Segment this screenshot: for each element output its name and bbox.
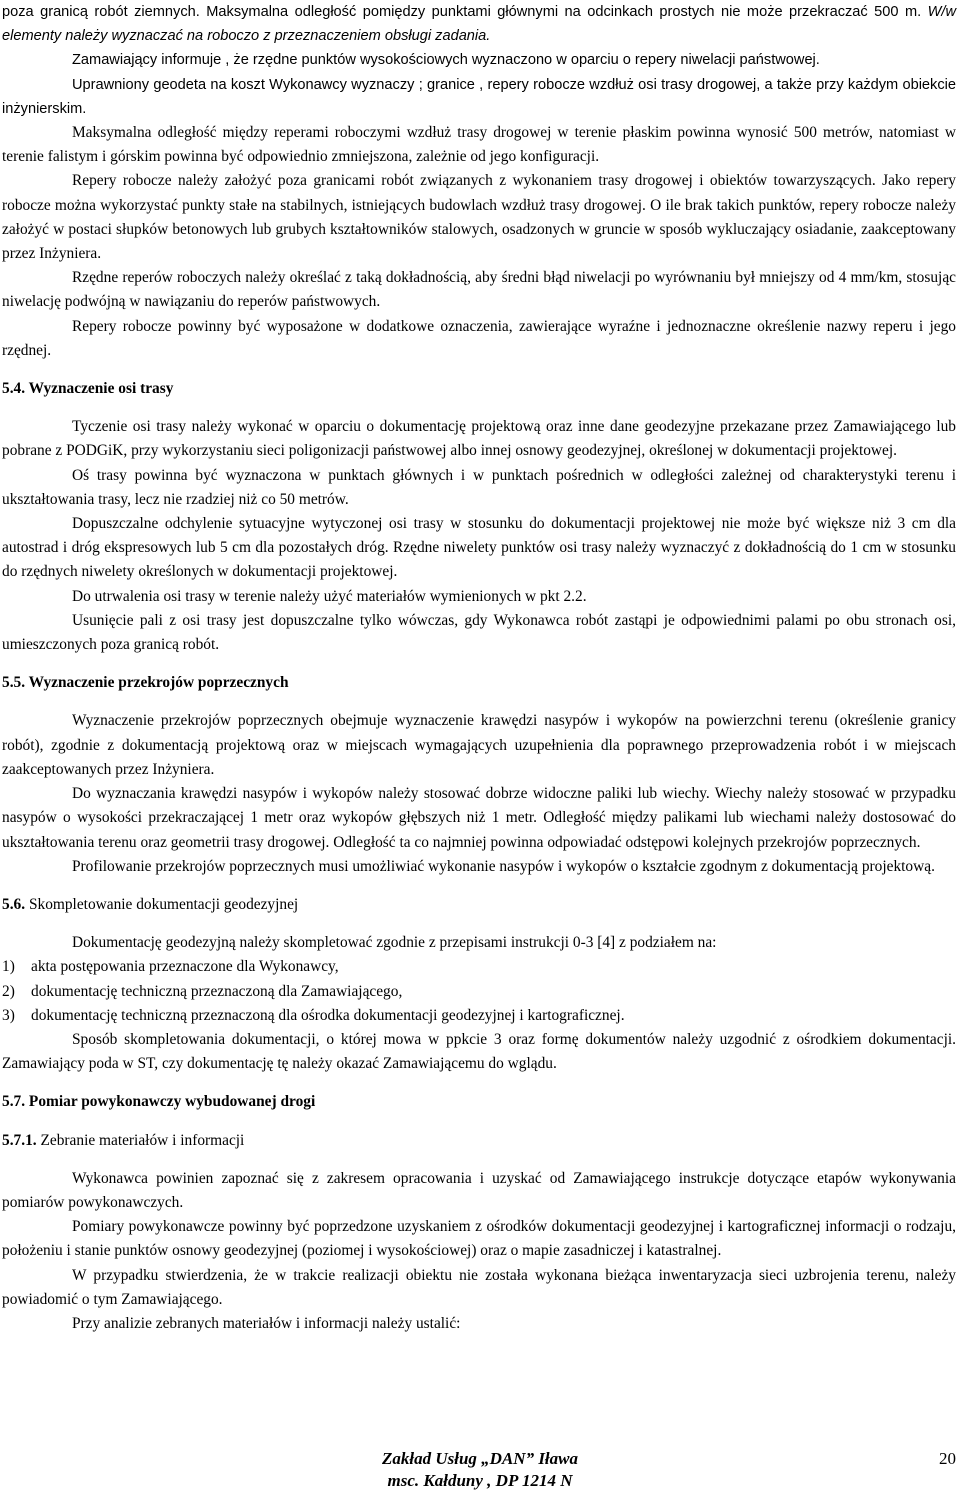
paragraph: Maksymalna odległość między reperami roboczymi wzdłuż trasy drogowej w terenie płaskim powinna wynosić 500 metrów, natomiast w terenie falistym i górskim powinna być odpowiednio zmniejszona, zależnie od jego konfiguracji. (2, 124, 956, 166)
paragraph: Usunięcie pali z osi trasy jest dopuszczalne tylko wówczas, gdy Wykonawca robót zastąpi je odpowiednimi palami po obu stronach osi, umieszczonych poza granicą robót. (2, 611, 956, 654)
paragraph: Wyznaczenie przekrojów poprzecznych obejmuje wyznaczenie krawędzi nasypów i wykopów na powierzchni terenu (określenie granicy robót), zgodnie z dokumentacją projektową oraz w miejscach wymagających uzupełnienia dla poprawnego przeprowadzenia robót i w miejscach zaakceptowanych przez Inżyniera. (2, 712, 956, 778)
paragraph: Dokumentację geodezyjną należy skompletować zgodnie z przepisami instrukcji 0-3 [4] z podziałem na: (72, 934, 717, 952)
page-footer (0, 1448, 960, 1492)
section-heading-5-7: 5.7. Pomiar powykonawczy wybudowanej drogi (2, 1093, 316, 1111)
paragraph: Oś trasy powinna być wyznaczona w punktach głównych i w punktach pośrednich w odległości zależnej od charakterystyki terenu i ukształtowania trasy, lecz nie rzadziej niż co 50 metrów. (2, 466, 956, 508)
list-item: 3) dokumentację techniczną przeznaczoną dla ośrodka dokumentacji geodezyjnej i kartograficznej. (2, 1006, 625, 1024)
paragraph: Repery robocze powinny być wyposażone w dodatkowe oznaczenia, zawierające wyraźne i jednoznaczne określenie nazwy reperu i jego rzędnej. (2, 317, 956, 359)
list-item: 2) dokumentację techniczną przeznaczoną dla Zamawiającego, (2, 982, 403, 1000)
section-heading-5-4: 5.4. Wyznaczenie osi trasy (2, 380, 174, 398)
paragraph-continuation: poza granicą robót ziemnych. Maksymalna odległość pomiędzy punktami głównymi na odcinkach prostych nie może przekraczać 500 m. W/w elementy należy wyznaczać na roboczo z przeznaczeniem obsługi zadania. (2, 4, 956, 45)
paragraph: Wykonawca powinien zapoznać się z zakresem opracowania i uzyskać od Zamawiającego instrukcje dotyczące etapów wykonywania pomiarów powykonawczych. (2, 1169, 956, 1211)
paragraph: Przy analizie zebranych materiałów i informacji należy ustalić: (72, 1314, 461, 1332)
paragraph: Rzędne reperów roboczych należy określać z taką dokładnością, aby średni błąd niwelacji po wyrównaniu był mniejszy od 4 mm/km, stosując niwelację podwójną w nawiązaniu do reperów państwowych. (2, 269, 956, 311)
list-item: 1) akta postępowania przeznaczone dla Wykonawcy, (2, 958, 339, 976)
paragraph: Profilowanie przekrojów poprzecznych musi umożliwiać wykonanie nasypów i wykopów o kształcie zgodnym z dokumentacją projektową. (72, 857, 935, 875)
page-number: 20 (939, 1449, 956, 1468)
footer-address: msc. Kałduny , DP 1214 N (387, 1471, 573, 1490)
paragraph: Zamawiający informuje , że rzędne punktów wysokościowych wyznaczono w oparciu o repery niwelacji państwowej. (72, 52, 820, 69)
paragraph: Pomiary powykonawcze powinny być poprzedzone uzyskaniem z ośrodków dokumentacji geodezyjnej i kartograficznej informacji o rodzaju, położeniu i stanie punktów osnowy geodezyjnej (poziomej i wysokościowej) oraz o mapie zasadniczej i katastralnej. (2, 1218, 956, 1260)
italic-note: W/w elementy należy wyznaczać na roboczo z przeznaczeniem obsługi zadania. (2, 4, 956, 45)
paragraph: Do utrwalenia osi trasy w terenie należy użyć materiałów wymienionych w pkt 2.2. (72, 587, 587, 605)
paragraph: Sposób skompletowania dokumentacji, o której mowa w ppkcie 3 oraz formę dokumentów należy uzgodnić z ośrodkiem dokumentacji. Zamawiający poda w ST, czy dokumentację tę należy okazać Zamawiającemu do wglądu. (2, 1030, 956, 1073)
section-heading-5-5: 5.5. Wyznaczenie przekrojów poprzecznych (2, 674, 289, 692)
paragraph: Repery robocze należy założyć poza granicami robót związanych z wykonaniem trasy drogowej i obiektów towarzyszących. Jako repery robocze można wykorzystać punkty stałe na stabilnych, istniejących budowlach wzdłuż trasy drogowej. O ile brak takich punktów, repery robocze należy założyć w postaci słupków betonowych lub grubych kształtowników stalowych, osadzonych w gruncie w sposób wykluczający osiadanie, zaakceptowany przez Inżyniera. (2, 172, 956, 263)
paragraph: W przypadku stwierdzenia, że w trakcie realizacji obiektu nie została wykonana bieżąca inwentaryzacja sieci uzbrojenia terenu, należy powiadomić o tym Zamawiającego. (2, 1266, 956, 1308)
section-heading-5-6: 5.6. Skompletowanie dokumentacji geodezyjnej (2, 895, 299, 913)
footer-company: Zakład Usług „DAN” Iława (382, 1449, 578, 1468)
paragraph: Do wyznaczania krawędzi nasypów i wykopów należy stosować dobrze widoczne paliki lub wiechy. Wiechy należy stosować w przypadku nasypów o wysokości przekraczającej 1 metr oraz wykopów głębszych niż 1 metr. Odległość między palikami lub wiechami należy dostosować do ukształtowania terenu oraz geometrii trasy drogowej. Odległość ta co najmniej powinna odpowiadać odstępowi kolejnych przekrojów poprzecznych. (2, 785, 956, 851)
paragraph: Uprawniony geodeta na koszt Wykonawcy wyznaczy ; granice , repery robocze wzdłuż osi trasy drogowej, a także przy każdym obiekcie inżynierskim. (2, 76, 956, 117)
subsection-heading-5-7-1: 5.7.1. Zebranie materiałów i informacji (2, 1131, 245, 1149)
paragraph: Dopuszczalne odchylenie sytuacyjne wytyczonej osi trasy w stosunku do dokumentacji projektowej nie może być większe niż 3 cm dla autostrad i dróg ekspresowych lub 5 cm dla pozostałych dróg. Rzędne niwelety punktów osi trasy należy wyznaczyć z dokładnością do 1 cm w stosunku do rzędnych niwelety określonych w dokumentacji projektowej. (2, 515, 956, 581)
paragraph: Tyczenie osi trasy należy wykonać w oparciu o dokumentację projektową oraz inne dane geodezyjne przekazane przez Zamawiającego lub pobrane z PODGiK, przy wykorzystaniu sieci poligonizacji państwowej albo innej osnowy geodezyjnej, określonej w dokumentacji projektowej. (2, 418, 956, 460)
